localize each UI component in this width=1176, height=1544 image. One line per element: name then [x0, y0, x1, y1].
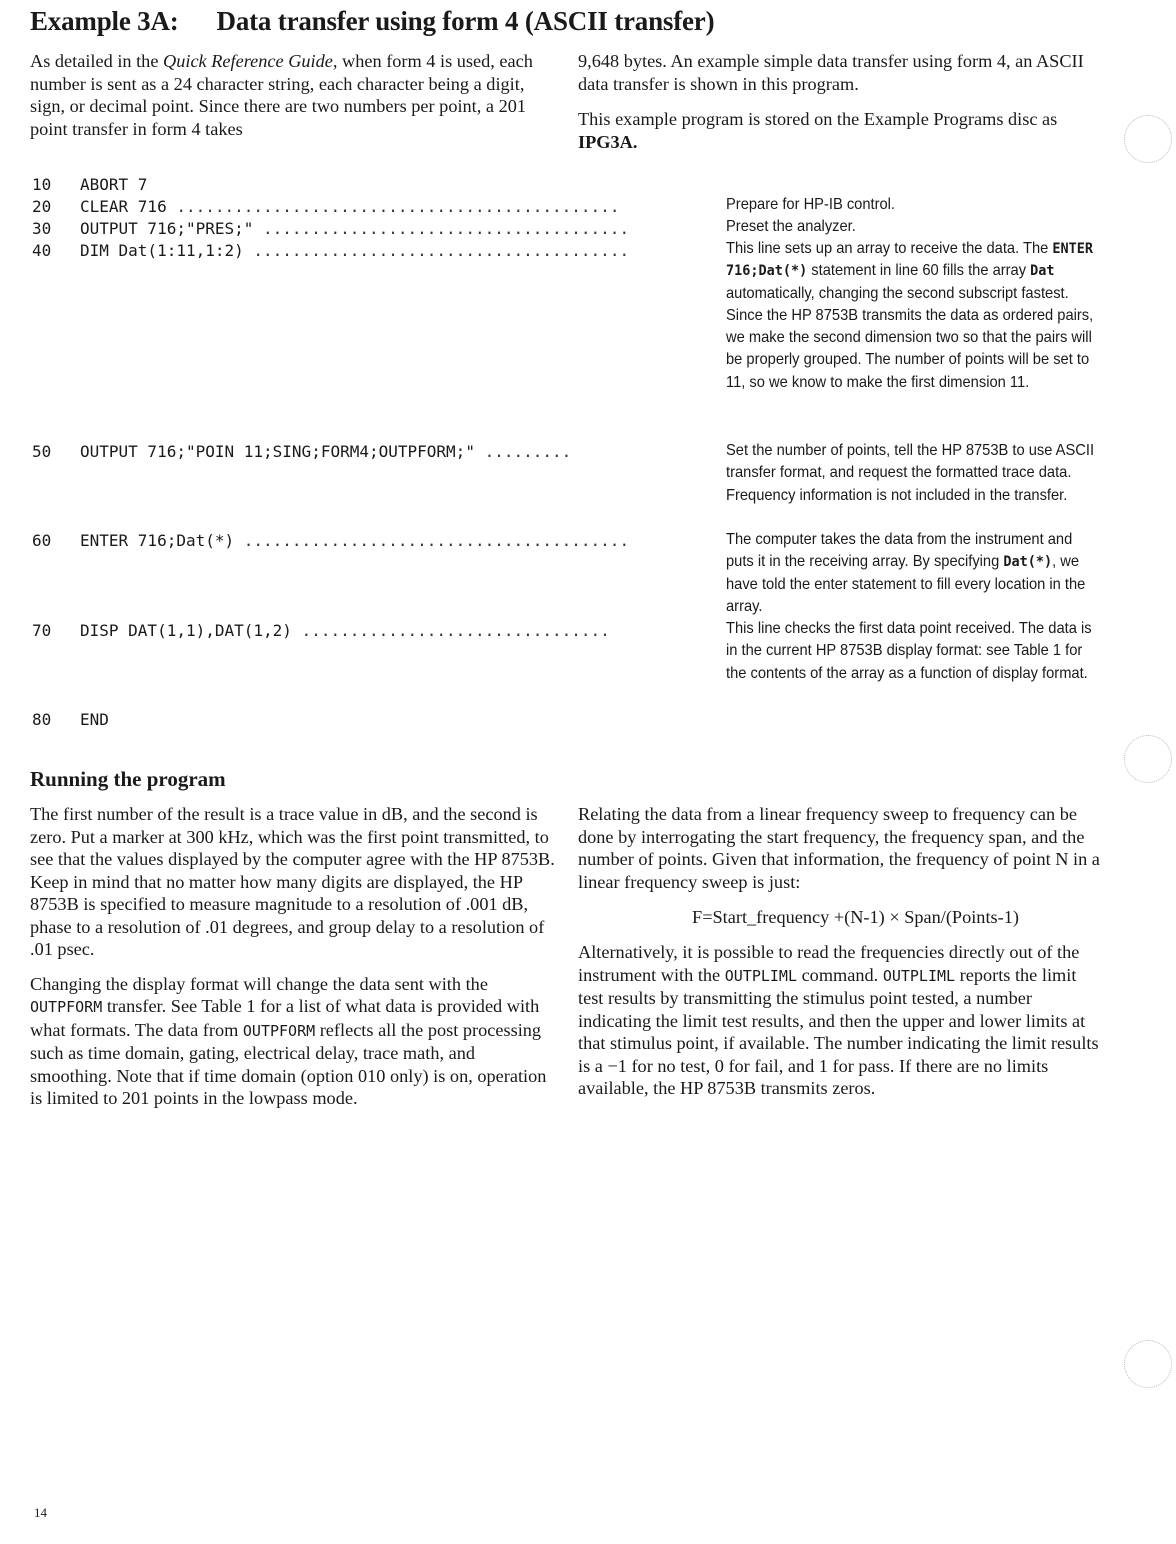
binder-hole-decoration — [1124, 1340, 1172, 1388]
page-heading — [30, 6, 714, 37]
line-number: 60 — [32, 531, 52, 550]
dot-leader: ......... — [474, 442, 572, 461]
keyword-outpform: OUTPFORM — [242, 1021, 316, 1040]
description-line-20: Prepare for HP-IB control. — [726, 196, 896, 213]
line-number: 10 — [32, 175, 52, 194]
code-text: DIM Dat(1:11,1:2) — [80, 241, 244, 260]
code-text: CLEAR 716 — [80, 197, 167, 216]
heading-title: Data transfer using form 4 (ASCII transfer) — [216, 6, 715, 36]
code-text: DISP DAT(1,1),DAT(1,2) — [80, 621, 292, 640]
keyword-outpliml: OUTPLIML — [724, 966, 797, 985]
description-line-50: Set the number of points, tell the HP 8753B to use ASCII transfer format, and request the formatted trace data. Frequency information is not included in the transfer. — [726, 442, 1095, 504]
running-right-column — [578, 803, 1103, 1112]
intro-left-text-b: when form 4 is used, each number is sent as a 24 character string, each character being a digit, sign, or decimal point. Since there are two numbers per point, a 201 point transfer in form 4 takes — [30, 51, 533, 139]
dot-leader: ................................ — [291, 621, 610, 640]
desc40-text-b: statement in line 60 fills the array — [807, 262, 1031, 280]
desc40-text-c: automatically, changing the second subscript fastest. Since the HP 8753B transmits the data as ordered pairs, we make the second dimension two so that the pairs will be properly grouped. The number of points will be set to 11, so we know to make the first dimension 11. — [726, 284, 1094, 391]
quick-reference-guide-title: Quick Reference Guide, — [163, 51, 338, 71]
desc40-text-a: This line sets up an array to receive the data. The — [726, 240, 1053, 257]
line-number: 70 — [32, 621, 52, 640]
line-number: 40 — [32, 241, 52, 260]
code-line-40 — [32, 240, 702, 262]
code-text: ABORT 7 — [80, 175, 148, 194]
code-text: ENTER 716;Dat(*) — [80, 531, 235, 550]
line-number: 50 — [32, 442, 52, 461]
para2-text-a: Changing the display format will change the data sent with the — [30, 973, 488, 994]
running-paragraph-1: The first number of the result is a trace value in dB, and the second is zero. Put a marker at 300 kHz, which was the first point transmitted, to see that the values displayed by the computer agree with the HP 8753B. Keep in mind that no matter how many digits are displayed, the HP 8753B is specified to measure magnitude to a resolution of .001 dB, phase to a resolution of .01 degrees, and group delay to a resolution of .01 psec. — [30, 804, 555, 959]
description-line-40 — [726, 238, 1104, 394]
keyword-outpform: OUTPFORM — [30, 998, 103, 1016]
description-line-30: Preset the analyzer. — [726, 218, 856, 235]
running-paragraph-3: Relating the data from a linear frequency sweep to frequency can be done by interrogating the start frequency, the frequency span, and the number of points. Given that information, the frequency of point N in a linear frequency sweep is just: — [578, 804, 1100, 892]
code-line-80 — [32, 709, 702, 731]
code-text: END — [80, 710, 109, 729]
section-title: Running the program — [30, 767, 226, 791]
dot-leader: ........................................ — [234, 531, 630, 550]
dot-leader: ...................................... — [253, 219, 630, 238]
keyword-outpliml: OUTPLIML — [882, 966, 956, 985]
program-filename: IPG3A. — [578, 131, 638, 152]
intro-left-text-a: As detailed in the — [30, 51, 164, 71]
code-text: OUTPUT 716;"PRES;" — [80, 219, 254, 238]
para4-text-c: reports the limit test results by transmitting the stimulus point tested, a number indicating the limit test results, and then the upper and lower limits at that stimulus point, if available. The number indicating the limit results is a −1 for no test, 0 for fail, and 1 for pass. If there are no limits available, the HP 8753B transmits zeros. — [578, 964, 1099, 1098]
code-line-20 — [32, 196, 702, 218]
para2-text-b: transfer. See Table 1 for a list of what data is provided with what formats. The data from — [30, 996, 540, 1040]
dot-leader: .............................................. — [166, 197, 620, 216]
desc40-code-enter: ENTER 716;Dat(*) — [726, 241, 1093, 280]
desc60-code-dat: Dat(*) — [1003, 554, 1053, 571]
binder-hole-decoration — [1124, 115, 1172, 163]
frequency-formula: F=Start_frequency +(N-1) × Span/(Points-1) — [692, 907, 1019, 927]
line-number: 80 — [32, 710, 52, 729]
dot-leader: ....................................... — [243, 241, 630, 260]
para2-text-c: reflects all the post processing such as time domain, gating, electrical delay, trace math, and smoothing. Note that if time domain (option 010 only) is on, operation is limited to 201 points in the lowpass mode. — [30, 1019, 547, 1108]
line-number: 30 — [32, 219, 52, 238]
code-line-30 — [32, 218, 702, 240]
binder-hole-decoration — [1124, 735, 1172, 783]
example-label: Example 3A: — [30, 6, 179, 36]
para4-text-a: Alternatively, it is possible to read the frequencies directly out of the instrument with the — [578, 942, 1080, 985]
code-text: OUTPUT 716;"POIN 11;SING;FORM4;OUTPFORM;" — [80, 442, 475, 461]
code-line-50 — [32, 441, 702, 463]
code-line-60 — [32, 530, 702, 552]
running-paragraph-2 — [30, 973, 555, 1110]
intro-right2-text: This example program is stored on the Example Programs disc as — [578, 109, 1058, 129]
intro-paragraph-left — [30, 50, 550, 140]
intro-paragraph-right-2 — [578, 108, 1098, 153]
description-line-60 — [726, 529, 1104, 618]
running-paragraph-4 — [578, 941, 1103, 1100]
line-number: 20 — [32, 197, 52, 216]
desc40-code-dat: Dat — [1030, 263, 1055, 280]
desc60-text-a: The computer takes the data from the instrument and puts it in the receiving array. By specifying — [726, 531, 1073, 571]
para4-text-b: command. — [797, 964, 883, 985]
description-line-70: This line checks the first data point received. The data is in the current HP 8753B display format: see Table 1 for the contents of the array as a function of display format. — [726, 620, 1092, 682]
running-left-column — [30, 803, 555, 1122]
page-number: 14 — [34, 1505, 47, 1520]
intro-paragraph-right-1: 9,648 bytes. An example simple data transfer using form 4, an ASCII data transfer is shown in this program. — [578, 51, 1084, 94]
desc60-text-b: , we have told the enter statement to fill every location in the array. — [726, 553, 1086, 615]
code-line-10 — [32, 174, 702, 196]
code-line-70 — [32, 620, 702, 642]
